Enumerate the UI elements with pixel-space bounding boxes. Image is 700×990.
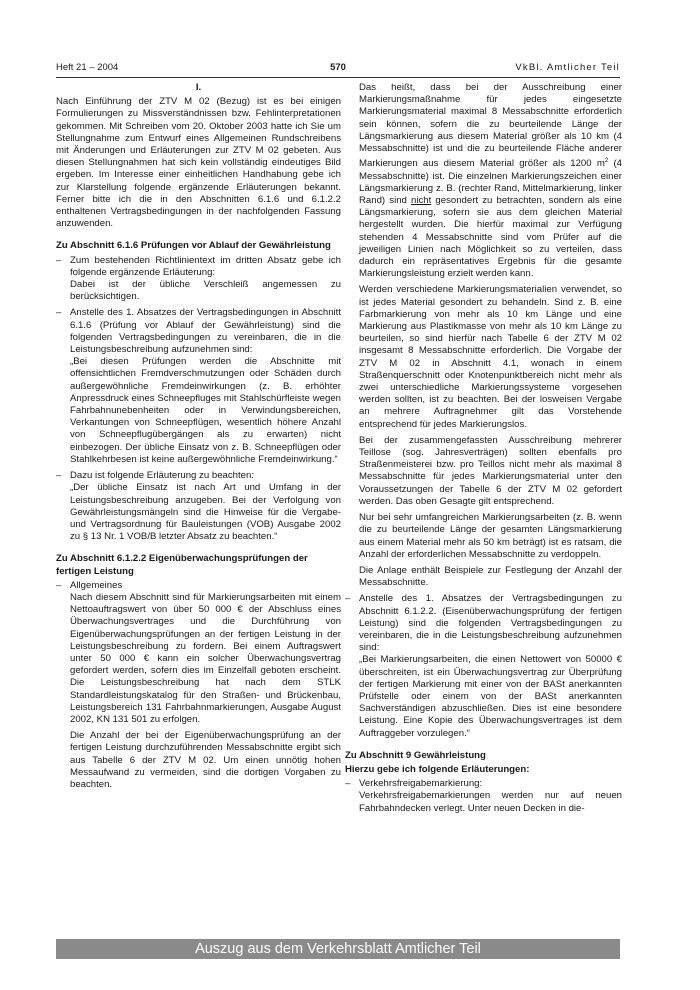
page-header [56, 62, 620, 78]
page-number: 570 [330, 62, 346, 73]
list-item-quote: „Bei Markierungsarbeiten, die einen Nettowert von 50000 € überschreiten, ist ein Überwachungsvertrag zur Überprüfung der fertigen Markierung mit einer von der BASt anerkannten Prüfstelle oder einem von der BASt anerkannten Sachverständigen abzuschließen. Dies ist eine besondere Leistung. Eine Kopie des Überwachungsvertrages ist dem Auftraggeber vorzulegen.“ [359, 654, 622, 739]
list-item [56, 580, 341, 791]
paragraph: Bei der zusammengefassten Ausschreibung mehrerer Teillose (sog. Jahresverträgen) sollten ebenfalls pro Straßenmeisterei bzw. pro Teillos nicht mehr als maximal 8 Messabschnitte für jedes Markierungsmaterial unter den Voraussetzungen der Tabelle 6 der ZTV M 02 gefordert werden. Das oben Gesagte gilt entsprechend. [359, 434, 622, 507]
section-marker: I. [195, 82, 202, 93]
paragraph: Nur bei sehr umfangreichen Markierungsarbeiten (z. B. wenn die zu beurteilende Länge der gesamten Längsmarkierung aus einem Material mehr als 50 km beträgt) ist es ratsam, die Anzahl der erforderlichen Messabschnitte zu verdoppeln. [359, 512, 622, 560]
text-run: gesondert zu betrachten, sondern als eine Längsmarkierung, sofern sie aus dem gleichen Material hergestellt wurden. Die hierfür maximal zur Verfügung stehenden 4 Messabschnitte sind vom Prüfer auf die jeweiligen Linien nach Möglichkeit so zu verteilen, dass dadurch ein repräsentatives Ergebnis für die gesamte Markierungsleistung erzielt werden kann. [359, 195, 622, 280]
superscript: 2 [604, 158, 609, 165]
list-item-text: – Anstelle des 1. Absatzes der Vertragsbedingungen in Abschnitt 6.1.6 (Prüfung vor Ablauf der Gewährleistung) sind die folgenden Vertragsbedingungen zu vereinbaren, die in die Leistungsbeschreibung aufzunehmen sind: [70, 307, 341, 356]
list-item [56, 255, 341, 304]
list-item [56, 470, 341, 543]
heading-section-6-1-6: Zu Abschnitt 6.1.6 Prüfungen vor Ablauf der Gewährleistung [56, 240, 331, 252]
list-item-subtext: Dabei ist der übliche Verschleiß angemessen zu berücksichtigen. [70, 279, 341, 303]
list-item-text: – Zum bestehenden Richtlinientext im dritten Absatz gebe ich folgende ergänzende Erläuterung: [70, 254, 341, 278]
list-item-quote: „Der übliche Einsatz ist nach Art und Umfang in der Leistungsbeschreibung anzugeben. Bei der Verfolgung von Gewährleistungsmängeln sind die Hinweise für die Vergabe- und Vertragsordnung für Bauleistungen (VOB) Ausgabe 2002 zu § 13 Nr. 1 VOB/B letzter Absatz zu beachten.“ [70, 482, 341, 543]
text-run: Das heißt, dass bei der Ausschreibung einer Markierungsmaßnahme für jedes eingesetzte Markierungsmaterial maximal 8 Messabschnitte erforderlich sein können, sofern die zu beurteilende Länge der Längsmarkierung aus diesem Material größer als 10 km (4 Messabschnitte) ist und die zu beurteilende Fläche anderer Markierungen aus diesem Material größer als 1200 m [359, 82, 622, 170]
list-item-paragraph: Nach diesem Abschnitt sind für Markierungsarbeiten mit einem Nettoauftragswert von über 50 000 € der Abschluss eines Überwachungsvertrages und die Durchführung von Eigenüberwachungsprüfungen an der fertigen Leistung in der Leistungsbeschreibung zu fordern. Bei einem Auftragswert unter 50 000 € kann ein solcher Überwachungsvertrag gefordert werden, sofern dies im Einzelfall geboten erscheint. Die Leistungsbeschreibung hat nach dem STLK Standardleistungskatalog für den Straßen- und Brückenbau, Leistungsbereich 131 Fahrbahnmarkierungen, Ausgabe August 2002, KN 131 501 zu erfolgen. [70, 591, 341, 725]
left-column [56, 82, 341, 795]
header-rule [56, 77, 620, 78]
intro-paragraph: Nach Einführung der ZTV M 02 (Bezug) ist es bei einigen Formulierungen zu Missverständnissen bzw. Fehlinterpretationen gekommen. Mit Schreiben vom 20. Oktober 2003 hatte ich Sie um Stellungnahme zum Entwurf eines Allgemeinen Rundschreibens mit Änderungen und Erläuterungen zur ZTV M 02 gebeten. Aus diesen Stellungnahmen hat sich kein vollständig eindeutiges Bild ergeben. Im Interesse einer einheitlichen Handhabung gebe ich zur Klarstellung folgende ergänzende Erläuterungen bekannt. Ferner bitte ich die in den Abschnitten 6.1.6 und 6.1.2.2 enthaltenen Vertragsbedingungen in der nachfolgenden Fassung anzuwenden. [56, 96, 341, 230]
paragraph: Die Anlage enthält Beispiele zur Festlegung der Anzahl der Messabschnitte. [359, 564, 622, 589]
list-item-text: – Anstelle des 1. Absatzes der Vertragsbedingungen zu Abschnitt 6.1.2.2. (Eisenüberwachungsprüfung der fertigen Leistung) sind die folgenden Vertragsbedingungen zu vereinbaren, die in die Leistungsbeschreibung aufzunehmen sind: [359, 593, 622, 654]
heading-section-6-1-2-2: Zu Abschnitt 6.1.2.2 Eigenüberwachungsprüfungen der fertigen Leistung [56, 553, 308, 577]
list-item-paragraph: Die Anzahl der bei der Eigenüberwachungsprüfung an der fertigen Leistung durchzuführenden Messabschnitte ergibt sich aus Tabelle 6 der ZTV M 02. Um einen unnötig hohen Messaufwand zu vermeiden, sind die dortigen Vorgaben zu beachten. [70, 730, 341, 790]
paragraph [345, 82, 622, 280]
paragraph: Werden verschiedene Markierungsmaterialien verwendet, so ist jedes Material gesondert zu behandeln. Sind z. B. eine Farbmarkierung von mehr als 10 km Länge und eine Markierung aus Plastikmasse von mehr als 10 km Länge zu beurteilen, so sind hierfür nach Tabelle 6 der ZTV M 02 insgesamt 8 Messabschnitte erforderlich. Die Vorgabe der ZTV M 02 in Abschnitt 4.1, wonach in einem Straßenquerschnitt oder Knotenpunktbereich nicht mehr als zwei unterschiedliche Markierungssysteme vorgesehen werden sollten, ist zu beachten. Bei der losweisen Vergabe an mehrere Auftragnehmer gilt das Vorstehende entsprechend für jedes Markierungslos. [359, 284, 622, 430]
issue-label: Heft 21 – 2004 [56, 62, 119, 73]
footer-banner: Auszug aus dem Verkehrsblatt Amtlicher Teil [56, 939, 620, 959]
text-run: (4 Messabschnitte) ist. Die einzelnen Markierungszeichen einer Längsmarkierung z. B. (rechter Rand, Mittelmarkierung, linker Rand) sind [359, 158, 622, 207]
journal-title: VkBl. Amtlicher Teil [515, 62, 620, 73]
list-item-quote: „Bei diesen Prüfungen werden die Abschnitte mit offensichtlichen Fremdverschmutzungen oder Schäden durch außergewöhnliche Fremdeinwirkungen (z. B. erhöhter Anpressdruck eines Schneepfluges mit Stahlschürfleiste wegen Fahrbahnunebenheiten oder in Verwindungsbereichen, Verkantungen von Schneepflügen, wesentlich höhere Anzahl von Schneepflugübergängen als zu erwarten) nicht einbezogen. Der übliche Einsatz von z. B. Schneepflügen oder Stahlkehrbesen ist keine außergewöhnliche Fremdeinwirkung.“ [70, 356, 341, 465]
right-column [345, 82, 622, 819]
heading-section-9: Zu Abschnitt 9 Gewährleistung [345, 749, 486, 761]
list-item-paragraph: Verkehrsfreigabemarkierungen werden nur auf neuen Fahrbahndecken verlegt. Unter neuen Decken in die- [359, 790, 622, 814]
list-item [345, 778, 622, 815]
list-item-text: – Dazu ist folgende Erläuterung zu beachten: [70, 470, 255, 482]
emphasis-underline: nicht [411, 195, 432, 207]
list-item [56, 307, 341, 466]
subheading-explanations: Hierzu gebe ich folgende Erläuterungen: [345, 763, 530, 775]
list-item-text: – Allgemeines [70, 579, 123, 591]
list-item [345, 593, 622, 739]
list-item-text: – Verkehrsfreigabemarkierung: [359, 778, 483, 790]
